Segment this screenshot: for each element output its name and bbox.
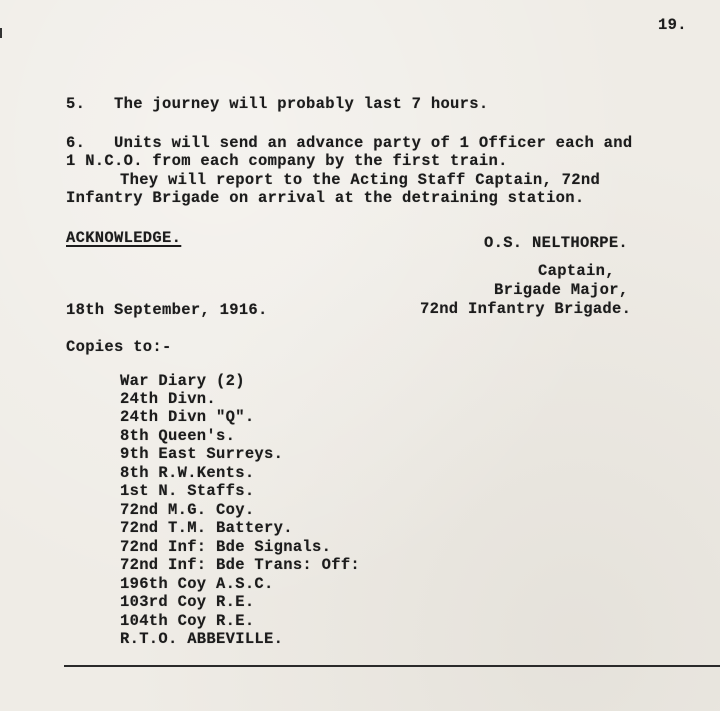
copies-list-item: 8th R.W.Kents. <box>120 464 255 482</box>
copies-list-item: 196th Coy A.S.C. <box>120 575 274 593</box>
copies-list-item: 24th Divn "Q". <box>120 408 255 426</box>
bottom-rule <box>64 665 720 667</box>
copies-list-item: 72nd Inf: Bde Signals. <box>120 538 332 556</box>
copies-list-item: War Diary (2) <box>120 372 245 390</box>
paragraph-6-line-2: 1 N.C.O. from each company by the first train. <box>66 152 508 170</box>
paragraph-5: 5. The journey will probably last 7 hours. <box>66 95 489 113</box>
acknowledge-heading: ACKNOWLEDGE. <box>66 229 182 247</box>
paragraph-6-line-1: 6. Units will send an advance party of 1 Officer each and <box>66 134 633 152</box>
copies-list-item: 8th Queen's. <box>120 427 236 445</box>
signature-role: Brigade Major, <box>494 281 629 299</box>
copies-list-item: 72nd Inf: Bde Trans: Off: <box>120 556 361 574</box>
signature-unit: 72nd Infantry Brigade. <box>420 300 632 318</box>
copies-list-item: 104th Coy R.E. <box>120 612 255 630</box>
copies-list-item: 103rd Coy R.E. <box>120 593 255 611</box>
copies-list-item: 1st N. Staffs. <box>120 482 255 500</box>
signature-name: O.S. NELTHORPE. <box>484 234 629 252</box>
margin-mark <box>0 28 2 38</box>
document-date: 18th September, 1916. <box>66 301 268 319</box>
copies-list-item: R.T.O. ABBEVILLE. <box>120 630 284 648</box>
paragraph-6-line-3: They will report to the Acting Staff Captain, 72nd <box>120 171 601 189</box>
paragraph-6-line-4: Infantry Brigade on arrival at the detraining station. <box>66 189 585 207</box>
copies-list-item: 24th Divn. <box>120 390 217 408</box>
copies-list-item: 72nd M.G. Coy. <box>120 501 255 519</box>
signature-rank: Captain, <box>538 262 615 280</box>
copies-list-item: 72nd T.M. Battery. <box>120 519 293 537</box>
page-number: 19. <box>658 16 687 34</box>
copies-list-item: 9th East Surreys. <box>120 445 284 463</box>
copies-heading: Copies to:- <box>66 338 172 356</box>
